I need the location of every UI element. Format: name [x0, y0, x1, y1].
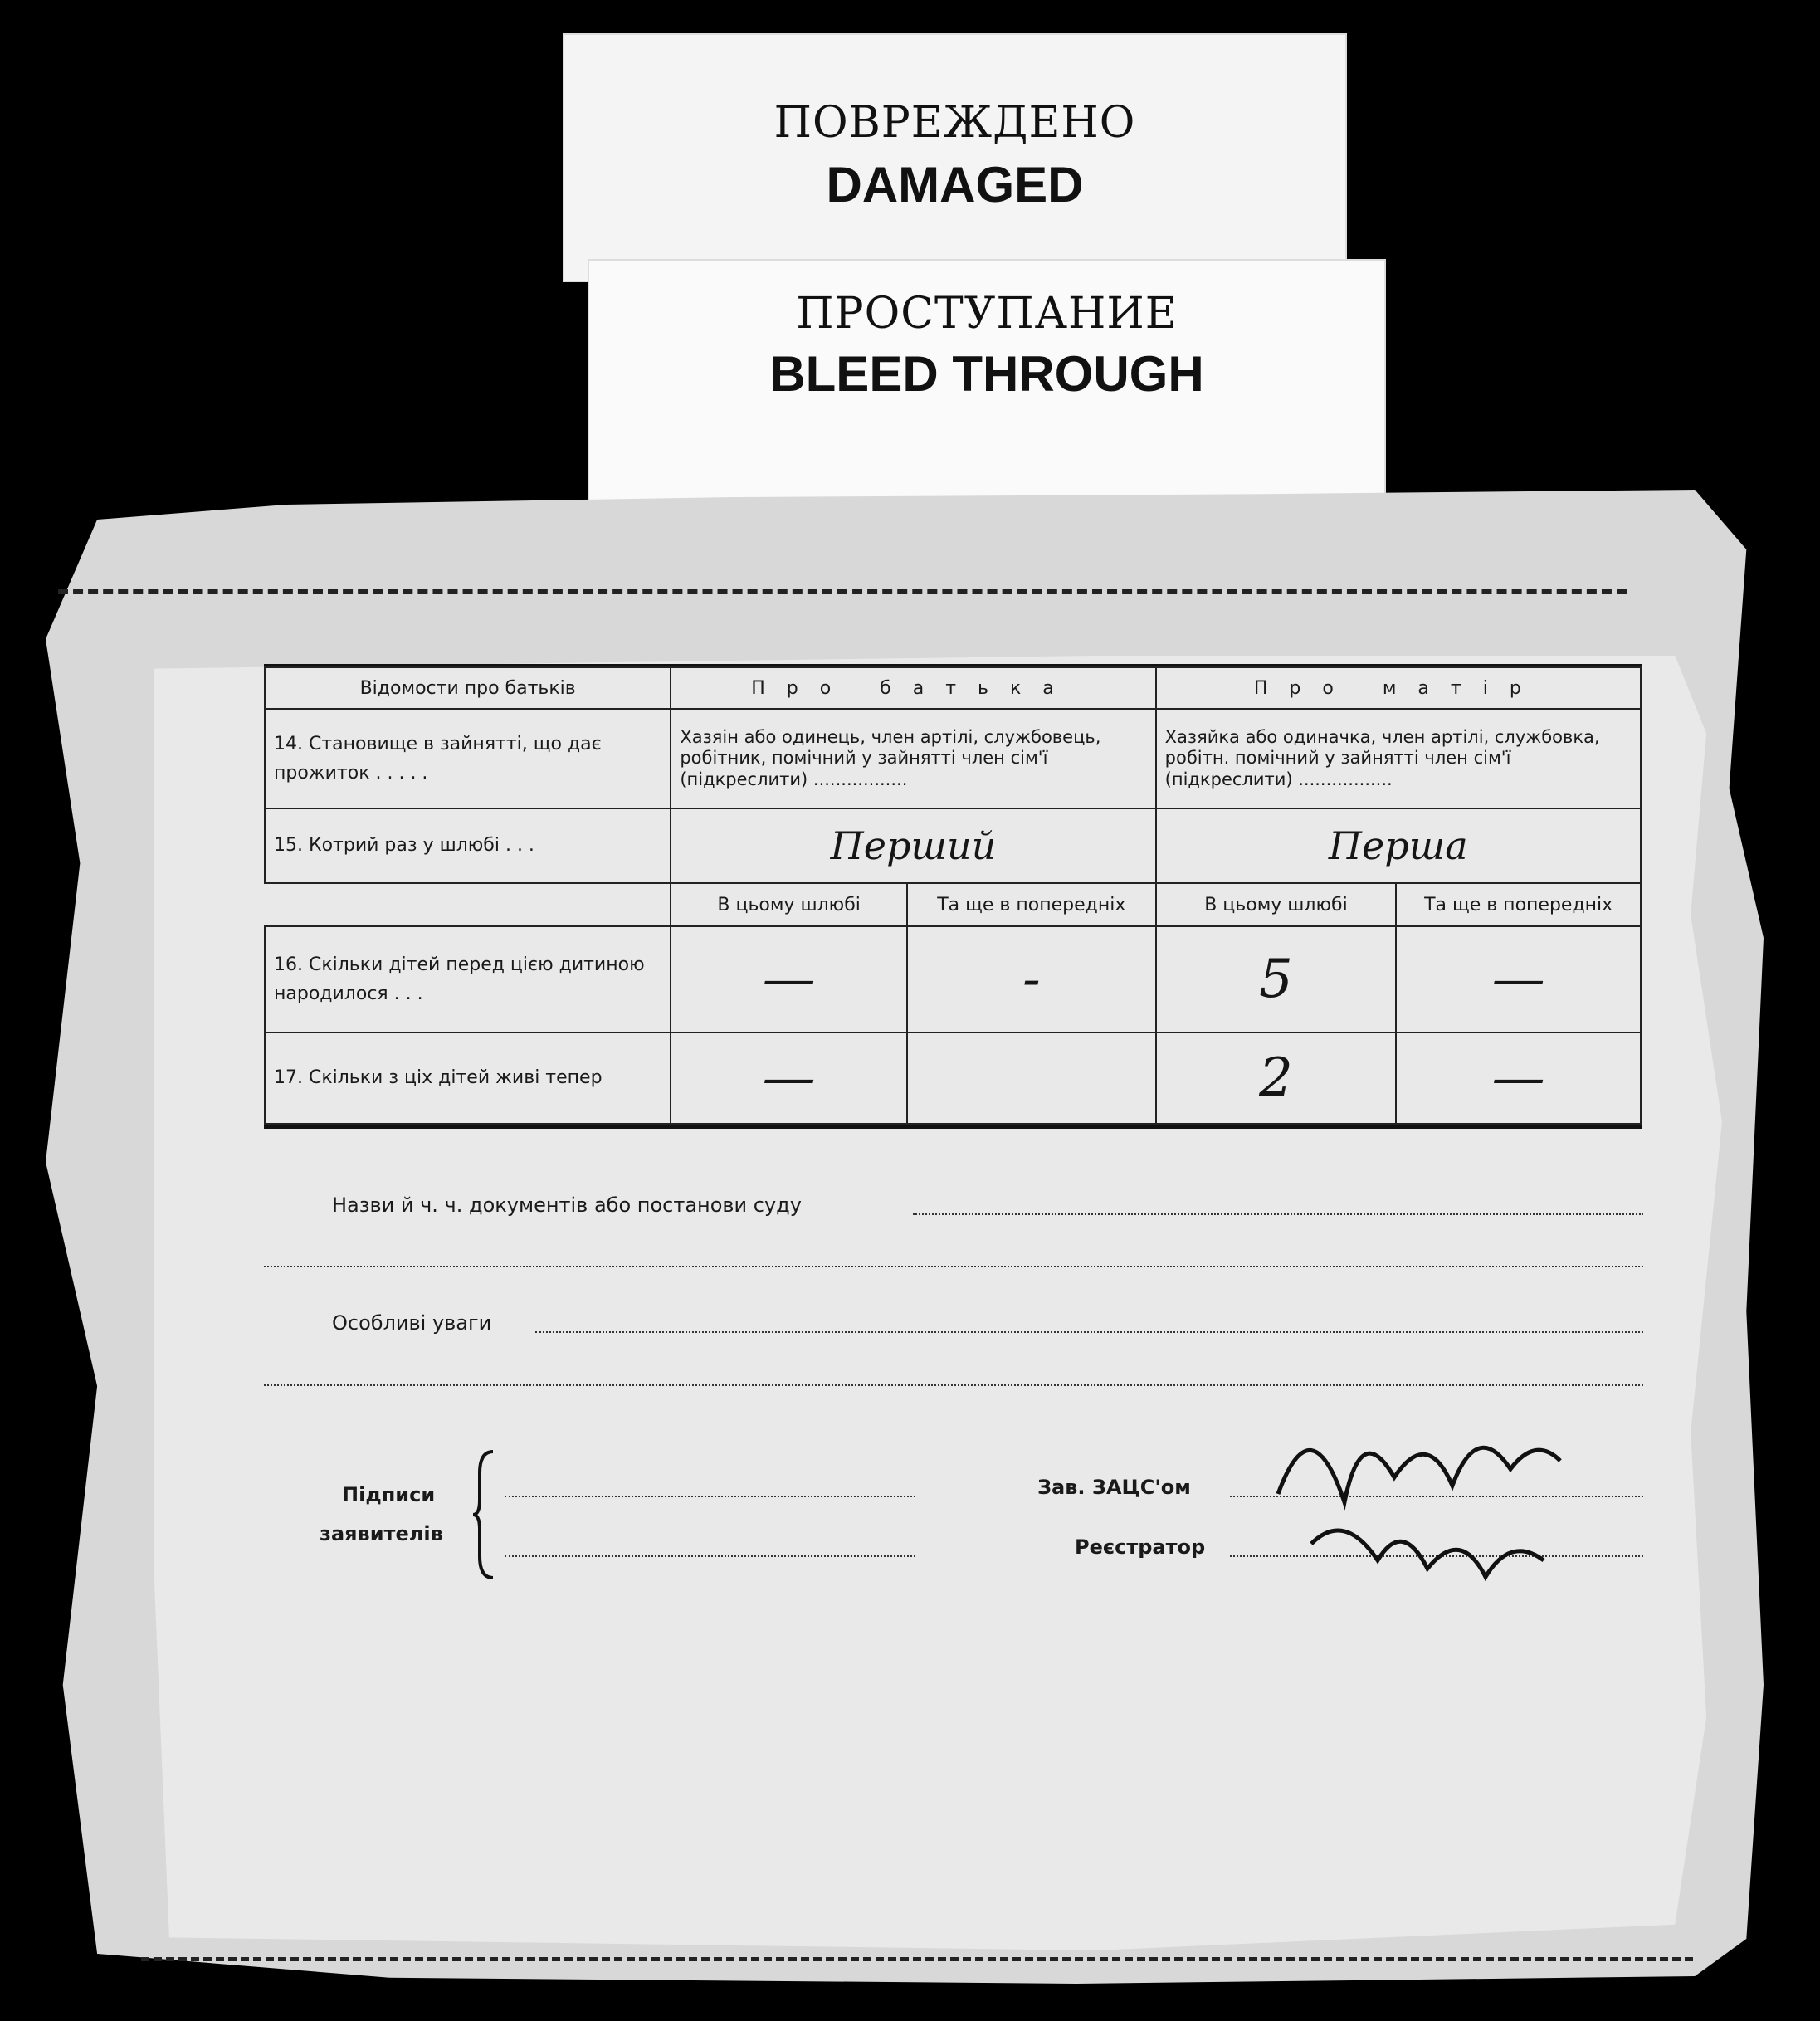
documents-line-1 — [913, 1213, 1643, 1215]
table-bottom-rule — [264, 1125, 1642, 1129]
applicant-line-1 — [505, 1496, 915, 1497]
bleed-ru-text: ПРОСТУПАНИЕ — [796, 289, 1178, 339]
perforation-bottom — [141, 1957, 1693, 1961]
subheader-row — [265, 883, 1641, 926]
row16-father-prev: - — [907, 926, 1156, 1032]
row14-mother: Хазяйка або одиначка, член артілі, службовка, робітн. помічний у зайнятті член сім'ї (підкреслити) ................. — [1156, 709, 1641, 808]
head-zags-label: Зав. ЗАЦС'ом — [1037, 1476, 1191, 1499]
brace-icon — [473, 1448, 498, 1581]
applicants-label-1: Підписи — [342, 1483, 436, 1506]
sub-father-prev: Та ще в попередніх — [907, 883, 1156, 926]
notes-label: Особливі уваги — [332, 1311, 492, 1335]
row17-mother-prev: — — [1396, 1032, 1641, 1124]
sub-mother-this: В цьому шлюбі — [1156, 883, 1397, 926]
sub-mother-prev: Та ще в попередніх — [1396, 883, 1641, 926]
damaged-card — [563, 33, 1347, 282]
row15-mother-value: Перша — [1156, 808, 1641, 883]
signature-head — [1261, 1369, 1577, 1602]
row16-father-this: — — [671, 926, 907, 1032]
bleed-en-text: BLEED THROUGH — [769, 346, 1204, 402]
header-parents-info: Відомости про батьків — [265, 667, 671, 709]
damaged-ru-text: ПОВРЕЖДЕНО — [773, 98, 1136, 148]
header-father: Про батька — [671, 667, 1155, 709]
bleed-through-card — [588, 259, 1386, 501]
registrar-label: Реєстратор — [1075, 1535, 1206, 1559]
documents-line-2 — [264, 1266, 1643, 1267]
row17-father-this: — — [671, 1032, 907, 1124]
header-mother: Про матір — [1156, 667, 1641, 709]
row17-label: 17. Скільки з ціх дітей живі тепер — [265, 1032, 671, 1124]
row17-mother-this: 2 — [1156, 1032, 1397, 1124]
applicant-line-2 — [505, 1555, 915, 1557]
row-14 — [265, 709, 1641, 808]
row16-mother-this: 5 — [1156, 926, 1397, 1032]
applicants-label-2: заявителів — [320, 1522, 443, 1545]
notes-line-1 — [535, 1331, 1643, 1333]
row-15 — [265, 808, 1641, 883]
table-header-row — [265, 667, 1641, 709]
row14-label: 14. Становище в зайнятті, що дає прожиток . . . . . — [265, 709, 671, 808]
parents-table — [264, 666, 1642, 1125]
row16-label: 16. Скільки дітей перед цією дитиною народилося . . . — [265, 926, 671, 1032]
row17-father-prev — [907, 1032, 1156, 1124]
row15-label: 15. Котрий раз у шлюбі . . . — [265, 808, 671, 883]
row-16 — [265, 926, 1641, 1032]
row16-mother-prev: — — [1396, 926, 1641, 1032]
row14-father: Хазяін або одинець, член артілі, службовець, робітник, помічний у зайнятті член сім'ї (підкреслити) ................. — [671, 709, 1155, 808]
perforation-top — [58, 589, 1627, 594]
sub-father-this: В цьому шлюбі — [671, 883, 907, 926]
documents-label: Назви й ч. ч. документів або постанови суду — [332, 1194, 802, 1217]
row-17 — [265, 1032, 1641, 1124]
damaged-en-text: DAMAGED — [826, 157, 1084, 212]
row15-father-value: Перший — [671, 808, 1155, 883]
